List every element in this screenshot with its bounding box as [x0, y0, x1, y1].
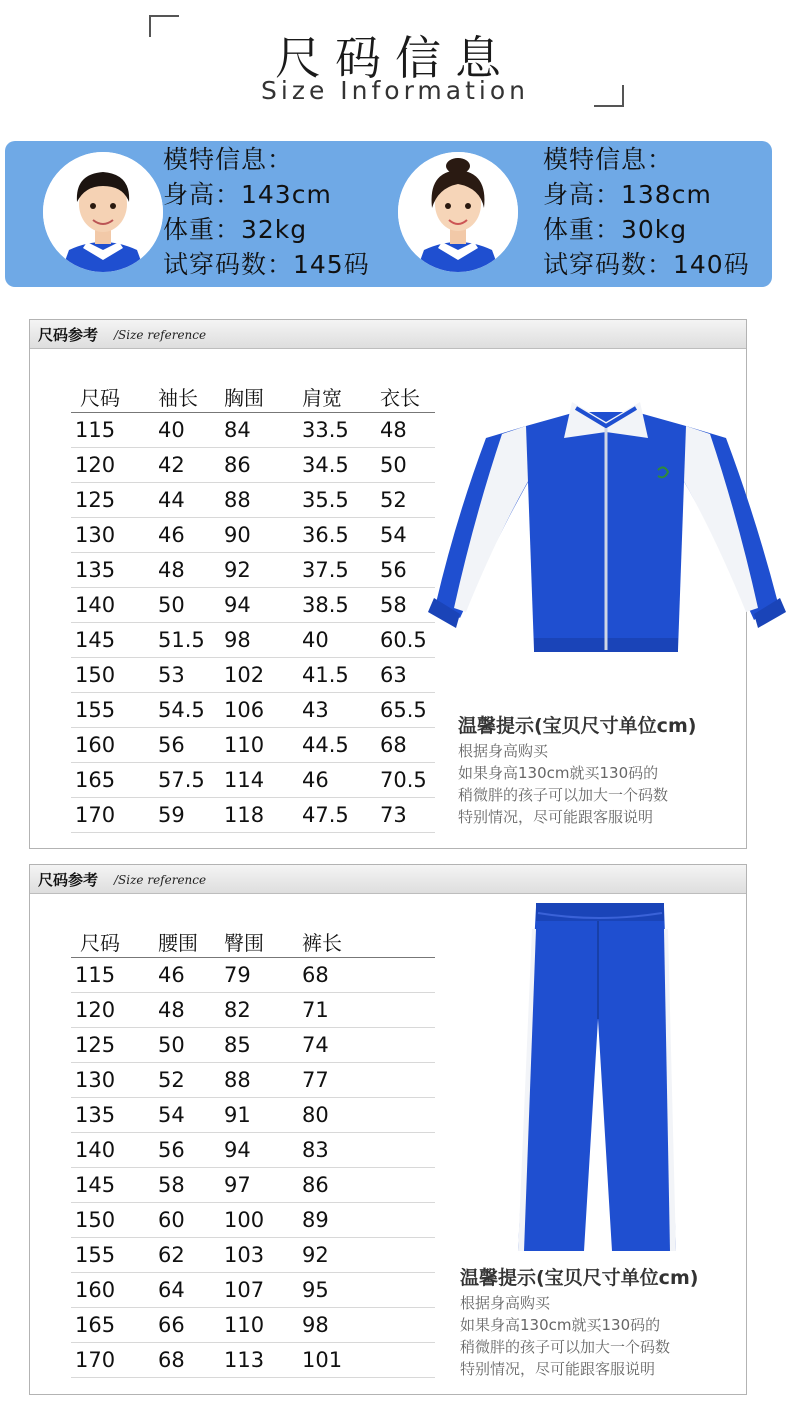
table-cell: 52: [380, 483, 435, 518]
table-cell: 140: [71, 588, 158, 623]
table-cell: 114: [224, 763, 302, 798]
table-cell: 103: [224, 1238, 302, 1273]
table-cell: 48: [380, 413, 435, 448]
tips-line: 稍微胖的孩子可以加大一个码数: [460, 1338, 671, 1356]
table-cell: 160: [71, 728, 158, 763]
table-cell: 40: [302, 623, 380, 658]
table-row: [71, 448, 435, 483]
table-row: [71, 1063, 435, 1098]
table-header-cell: 腰围: [158, 925, 224, 958]
table-cell: 135: [71, 1098, 158, 1133]
table-cell: 58: [380, 588, 435, 623]
table-cell: 120: [71, 448, 158, 483]
table-cell: 54: [380, 518, 435, 553]
model-girl-size: 试穿码数：140码: [543, 250, 750, 279]
table-cell: 110: [224, 1308, 302, 1343]
table-cell: 68: [380, 728, 435, 763]
table-cell: 44: [158, 483, 224, 518]
pants-panel-title: 尺码参考: [38, 871, 99, 889]
table-cell: 33.5: [302, 413, 380, 448]
pants-tips-heading: 温馨提示(宝贝尺寸单位cm): [460, 1267, 699, 1289]
jacket-tips: [458, 712, 743, 828]
table-cell: 94: [224, 588, 302, 623]
jacket-table-body: [71, 413, 435, 833]
table-cell: 46: [158, 518, 224, 553]
table-row: [71, 413, 435, 448]
table-cell: 56: [380, 553, 435, 588]
table-cell: 77: [302, 1063, 435, 1098]
table-cell: 43: [302, 693, 380, 728]
model-girl-weight: 体重：30kg: [543, 215, 688, 244]
table-header-cell: 衣长: [380, 380, 435, 413]
table-cell: 150: [71, 658, 158, 693]
table-cell: 89: [302, 1203, 435, 1238]
pants-table-body: [71, 958, 435, 1378]
jacket-panel-header: [30, 320, 746, 349]
table-row: [71, 1098, 435, 1133]
table-cell: 68: [302, 958, 435, 993]
table-cell: 145: [71, 623, 158, 658]
table-cell: 145: [71, 1168, 158, 1203]
pants-table-header-row: [71, 925, 435, 958]
table-cell: 155: [71, 693, 158, 728]
table-cell: 40: [158, 413, 224, 448]
model-boy-label: 模特信息：: [163, 145, 294, 174]
tips-line: 特别情况，尽可能跟客服说明: [458, 808, 654, 826]
table-cell: 79: [224, 958, 302, 993]
table-cell: 101: [302, 1343, 435, 1378]
table-cell: 125: [71, 483, 158, 518]
table-cell: 125: [71, 1028, 158, 1063]
table-row: [71, 958, 435, 993]
table-cell: 88: [224, 1063, 302, 1098]
table-cell: 113: [224, 1343, 302, 1378]
table-cell: 170: [71, 798, 158, 833]
table-cell: 51.5: [158, 623, 224, 658]
table-cell: 120: [71, 993, 158, 1028]
tips-line: 根据身高购买: [458, 742, 549, 760]
table-cell: 58: [158, 1168, 224, 1203]
table-cell: 92: [302, 1238, 435, 1273]
table-cell: 42: [158, 448, 224, 483]
table-row: [71, 1203, 435, 1238]
table-cell: 56: [158, 728, 224, 763]
table-cell: 57.5: [158, 763, 224, 798]
table-cell: 73: [380, 798, 435, 833]
table-cell: 41.5: [302, 658, 380, 693]
table-cell: 155: [71, 1238, 158, 1273]
table-cell: 84: [224, 413, 302, 448]
table-cell: 83: [302, 1133, 435, 1168]
table-cell: 63: [380, 658, 435, 693]
table-cell: 47.5: [302, 798, 380, 833]
table-cell: 160: [71, 1273, 158, 1308]
table-cell: 64: [158, 1273, 224, 1308]
table-cell: 130: [71, 518, 158, 553]
model-boy-size: 试穿码数：145码: [163, 250, 370, 279]
table-row: [71, 763, 435, 798]
table-row: [71, 798, 435, 833]
table-cell: 100: [224, 1203, 302, 1238]
table-cell: 110: [224, 728, 302, 763]
table-cell: 95: [302, 1273, 435, 1308]
table-cell: 48: [158, 553, 224, 588]
table-cell: 115: [71, 413, 158, 448]
table-cell: 170: [71, 1343, 158, 1378]
jacket-tips-heading: 温馨提示(宝贝尺寸单位cm): [458, 715, 697, 737]
table-cell: 50: [380, 448, 435, 483]
table-cell: 74: [302, 1028, 435, 1063]
table-cell: 86: [224, 448, 302, 483]
table-header-cell: 裤长: [302, 925, 435, 958]
table-cell: 66: [158, 1308, 224, 1343]
table-cell: 60.5: [380, 623, 435, 658]
table-cell: 54: [158, 1098, 224, 1133]
table-cell: 165: [71, 1308, 158, 1343]
table-row: [71, 693, 435, 728]
pants-panel-header: [30, 865, 746, 894]
table-row: [71, 483, 435, 518]
model-girl-label: 模特信息：: [543, 145, 674, 174]
table-header-cell: 肩宽: [302, 380, 380, 413]
pants-size-panel: [29, 864, 747, 1395]
table-cell: 44.5: [302, 728, 380, 763]
table-cell: 98: [302, 1308, 435, 1343]
table-cell: 37.5: [302, 553, 380, 588]
table-cell: 46: [158, 958, 224, 993]
table-cell: 54.5: [158, 693, 224, 728]
page-title: 尺码信息: [275, 31, 515, 85]
table-cell: 140: [71, 1133, 158, 1168]
tips-line: 稍微胖的孩子可以加大一个码数: [458, 786, 669, 804]
model-boy-weight: 体重：32kg: [163, 215, 308, 244]
table-cell: 86: [302, 1168, 435, 1203]
tips-line: 根据身高购买: [460, 1294, 551, 1312]
table-cell: 62: [158, 1238, 224, 1273]
table-cell: 68: [158, 1343, 224, 1378]
table-row: [71, 1028, 435, 1063]
table-cell: 92: [224, 553, 302, 588]
table-cell: 50: [158, 588, 224, 623]
table-cell: 59: [158, 798, 224, 833]
table-cell: 38.5: [302, 588, 380, 623]
table-row: [71, 658, 435, 693]
pants-size-table: [71, 925, 435, 1378]
table-header-cell: 胸围: [224, 380, 302, 413]
table-cell: 165: [71, 763, 158, 798]
table-header-cell: 臀围: [224, 925, 302, 958]
table-cell: 34.5: [302, 448, 380, 483]
table-row: [71, 588, 435, 623]
table-cell: 70.5: [380, 763, 435, 798]
pants-image: [498, 899, 698, 1263]
table-cell: 71: [302, 993, 435, 1028]
table-row: [71, 518, 435, 553]
tips-line: 特别情况，尽可能跟客服说明: [460, 1360, 656, 1378]
jacket-size-table: [71, 380, 435, 833]
table-cell: 118: [224, 798, 302, 833]
model-girl-height: 身高：138cm: [543, 180, 712, 209]
table-cell: 85: [224, 1028, 302, 1063]
jacket-image: [426, 398, 786, 662]
table-cell: 35.5: [302, 483, 380, 518]
girl-model-avatar: [398, 152, 518, 272]
table-cell: 48: [158, 993, 224, 1028]
table-row: [71, 993, 435, 1028]
table-row: [71, 1343, 435, 1378]
jacket-size-panel: [29, 319, 747, 849]
table-cell: 135: [71, 553, 158, 588]
table-header-cell: 尺码: [71, 380, 158, 413]
model-boy-height: 身高：143cm: [163, 180, 332, 209]
model-boy-info: [163, 142, 370, 282]
table-cell: 150: [71, 1203, 158, 1238]
table-row: [71, 1238, 435, 1273]
table-cell: 52: [158, 1063, 224, 1098]
pants-tips: [460, 1264, 745, 1380]
table-header-cell: 袖长: [158, 380, 224, 413]
table-row: [71, 1308, 435, 1343]
table-cell: 36.5: [302, 518, 380, 553]
table-row: [71, 553, 435, 588]
table-row: [71, 1273, 435, 1308]
table-row: [71, 1168, 435, 1203]
model-girl-info: [543, 142, 750, 282]
table-cell: 102: [224, 658, 302, 693]
table-cell: 65.5: [380, 693, 435, 728]
table-row: [71, 728, 435, 763]
table-row: [71, 1133, 435, 1168]
table-header-cell: 尺码: [71, 925, 158, 958]
table-cell: 56: [158, 1133, 224, 1168]
table-row: [71, 623, 435, 658]
table-cell: 115: [71, 958, 158, 993]
boy-model-avatar: [43, 152, 163, 272]
table-cell: 106: [224, 693, 302, 728]
table-cell: 53: [158, 658, 224, 693]
table-cell: 94: [224, 1133, 302, 1168]
jacket-panel-subtitle: /Size reference: [114, 328, 207, 342]
table-cell: 82: [224, 993, 302, 1028]
table-cell: 97: [224, 1168, 302, 1203]
table-cell: 91: [224, 1098, 302, 1133]
jacket-panel-title: 尺码参考: [38, 326, 99, 344]
table-cell: 107: [224, 1273, 302, 1308]
table-cell: 98: [224, 623, 302, 658]
table-cell: 46: [302, 763, 380, 798]
table-cell: 80: [302, 1098, 435, 1133]
tips-line: 如果身高130cm就买130码的: [458, 764, 659, 782]
page-subtitle: Size Information: [261, 76, 529, 105]
pants-panel-subtitle: /Size reference: [114, 873, 207, 887]
table-cell: 88: [224, 483, 302, 518]
table-cell: 60: [158, 1203, 224, 1238]
tips-line: 如果身高130cm就买130码的: [460, 1316, 661, 1334]
table-cell: 50: [158, 1028, 224, 1063]
table-cell: 90: [224, 518, 302, 553]
table-cell: 130: [71, 1063, 158, 1098]
jacket-table-header-row: [71, 380, 435, 413]
